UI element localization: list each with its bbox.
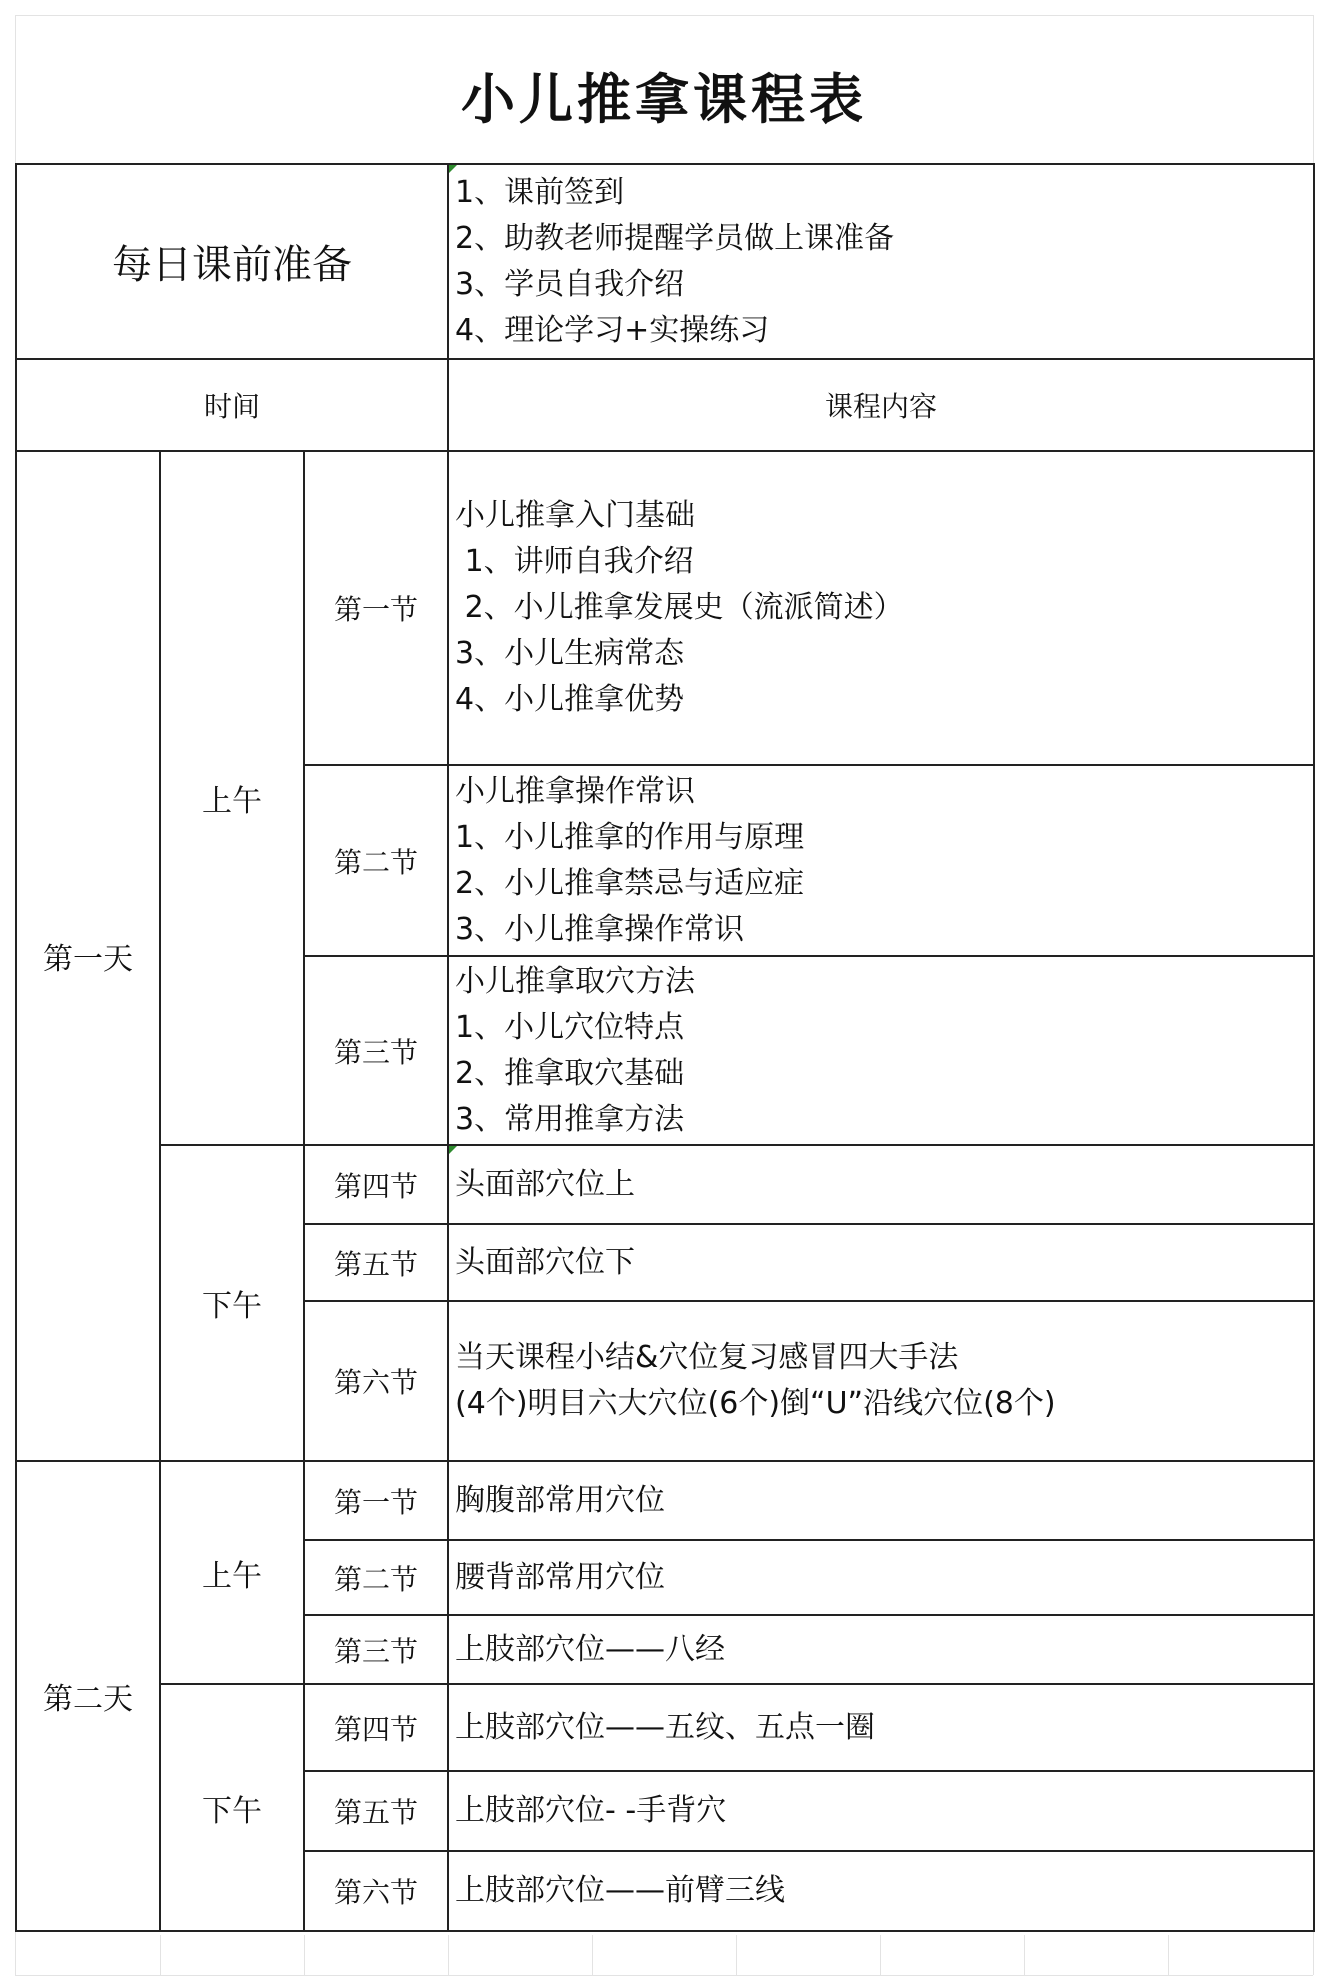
session-label[interactable]: 第三节 (304, 956, 448, 1145)
content-line: 腰背部常用穴位 (455, 1559, 666, 1595)
prep-item: 2、助教老师提醒学员做上课准备 (455, 220, 895, 256)
session-content[interactable] (448, 1224, 1314, 1301)
session-content[interactable] (448, 1615, 1314, 1684)
content-line: 3、小儿生病常态 (455, 636, 685, 671)
session-label[interactable]: 第五节 (304, 1771, 448, 1851)
period-pm[interactable]: 下午 (160, 1684, 304, 1931)
content-line: 上肢部穴位- -手背穴 (455, 1793, 727, 1828)
session-content[interactable] (448, 1301, 1314, 1461)
grid-line (15, 1975, 1313, 1976)
grid-line (736, 1935, 737, 1975)
session-label[interactable]: 第四节 (304, 1684, 448, 1771)
content-line: 上肢部穴位——前臂三线 (455, 1873, 786, 1908)
prep-item: 4、理论学习+实操练习 (455, 312, 770, 348)
comment-indicator (449, 165, 457, 173)
grid-line (15, 15, 1313, 16)
table-row (16, 451, 1314, 765)
content-line: 上肢部穴位——五纹、五点一圈 (455, 1709, 876, 1745)
session-content[interactable] (448, 765, 1314, 956)
day-label[interactable]: 第一天 (16, 451, 160, 1461)
session-content[interactable] (448, 956, 1314, 1145)
content-line: 2、推拿取穴基础 (455, 1055, 685, 1091)
header-row (16, 359, 1314, 451)
content-line: 头面部穴位下 (455, 1244, 636, 1280)
header-time[interactable]: 时间 (16, 359, 448, 451)
prep-items-cell[interactable] (448, 164, 1314, 359)
prep-label[interactable]: 每日课前准备 (16, 164, 448, 359)
session-label[interactable]: 第三节 (304, 1615, 448, 1684)
schedule-table (15, 163, 1315, 1932)
period-am[interactable]: 上午 (160, 1461, 304, 1684)
content-line: 1、讲师自我介绍 (455, 544, 694, 579)
grid-line (1024, 1935, 1025, 1975)
session-content[interactable] (448, 1684, 1314, 1771)
content-line: 3、常用推拿方法 (455, 1101, 685, 1137)
content-line: (4个)明目六大穴位(6个)倒“U”沿线穴位(8个) (455, 1386, 1056, 1421)
session-label[interactable]: 第一节 (304, 451, 448, 765)
session-content[interactable] (448, 1461, 1314, 1540)
prep-item: 3、学员自我介绍 (455, 266, 685, 302)
table-row (16, 1461, 1314, 1540)
grid-line (304, 1935, 305, 1975)
grid-line (592, 1935, 593, 1975)
session-content[interactable] (448, 1540, 1314, 1615)
content-line: 小儿推拿取穴方法 (455, 963, 696, 999)
session-content[interactable] (448, 451, 1314, 765)
content-line: 3、小儿推拿操作常识 (455, 911, 745, 947)
day-label[interactable]: 第二天 (16, 1461, 160, 1931)
content-line: 上肢部穴位——八经 (455, 1631, 726, 1667)
header-content[interactable]: 课程内容 (448, 359, 1314, 451)
session-label[interactable]: 第二节 (304, 1540, 448, 1615)
grid-line (880, 1935, 881, 1975)
session-label[interactable]: 第四节 (304, 1145, 448, 1224)
session-label[interactable]: 第五节 (304, 1224, 448, 1301)
session-label[interactable]: 第六节 (304, 1301, 448, 1461)
grid-line (448, 1935, 449, 1975)
session-content[interactable] (448, 1145, 1314, 1224)
content-line: 小儿推拿操作常识 (455, 773, 696, 809)
session-label[interactable]: 第六节 (304, 1851, 448, 1931)
page-title: 小儿推拿课程表 (461, 67, 867, 131)
session-label[interactable]: 第一节 (304, 1461, 448, 1540)
period-pm[interactable]: 下午 (160, 1145, 304, 1461)
session-label[interactable]: 第二节 (304, 765, 448, 956)
grid-line (160, 1935, 161, 1975)
grid-line (1168, 1935, 1169, 1975)
content-line: 胸腹部常用穴位 (455, 1482, 666, 1518)
content-line: 小儿推拿入门基础 (455, 498, 696, 533)
content-line: 2、小儿推拿禁忌与适应症 (455, 865, 805, 901)
content-line: 1、小儿穴位特点 (455, 1009, 685, 1045)
content-line: 1、小儿推拿的作用与原理 (455, 819, 805, 855)
period-am[interactable]: 上午 (160, 451, 304, 1145)
session-content[interactable] (448, 1771, 1314, 1851)
comment-indicator (449, 1146, 457, 1154)
prep-row (16, 164, 1314, 359)
prep-item: 1、课前签到 (455, 174, 625, 210)
session-content[interactable] (448, 1851, 1314, 1931)
content-line: 当天课程小结&穴位复习感冒四大手法 (455, 1340, 959, 1375)
content-line: 2、小儿推拿发展史（流派简述） (455, 590, 904, 625)
content-line: 4、小儿推拿优势 (455, 682, 685, 717)
table-row (16, 1145, 1314, 1224)
table-row (16, 1684, 1314, 1771)
content-line: 头面部穴位上 (455, 1166, 636, 1202)
